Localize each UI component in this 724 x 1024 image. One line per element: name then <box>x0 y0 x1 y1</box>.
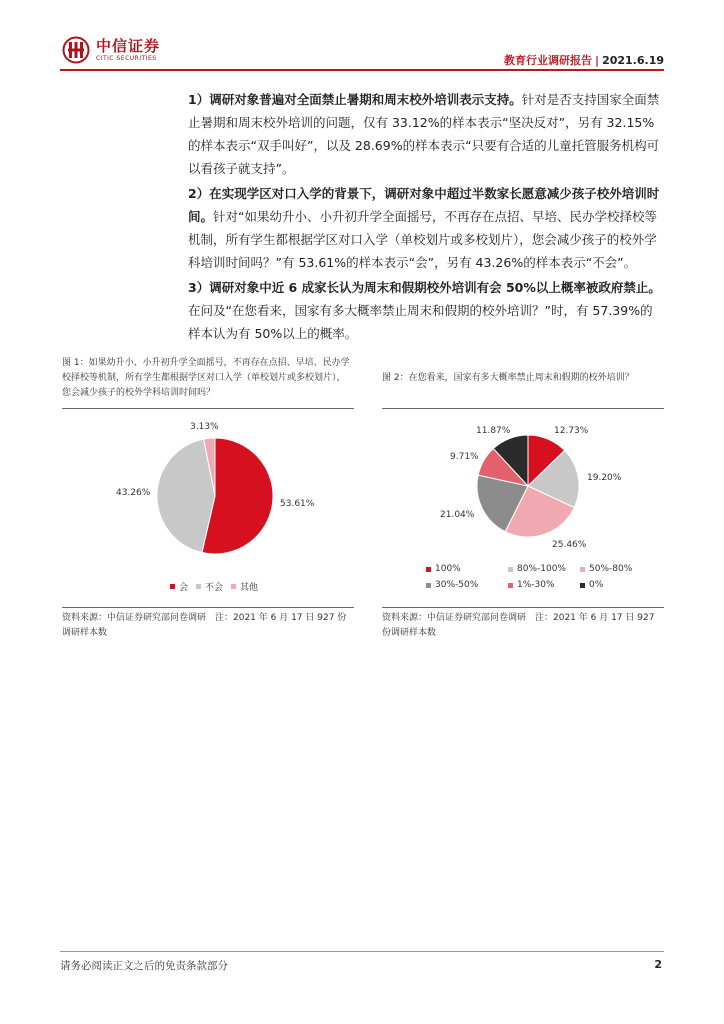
legend-label: 100% <box>435 564 461 574</box>
legend-swatch <box>508 567 513 572</box>
paragraph-2-lead: 2）在实现学区对口入学的背景下，调研对象中超过半数家长愿意减少孩子校外培训时间。 <box>188 186 660 224</box>
report-date: 2021.6.19 <box>602 54 664 67</box>
pie2-label-100pct: 12.73% <box>554 426 589 436</box>
citic-logo-icon <box>62 36 90 64</box>
pie2-label-50-80pct: 25.46% <box>552 540 587 550</box>
figure-1-top-rule <box>62 408 354 409</box>
paragraph-2-text: 针对“如果幼升小、小升初升学全面摇号，不再存在点招、早培、民办学校择校等机制，所有学生都根据学区对口入学（单校划片或多校划片），您会减少孩子的校外学科培训时间吗？”有 53.61%的样本表示“会”，另有 43.26%的样本表示“不会”。 <box>188 209 657 270</box>
legend-label: 不会 <box>205 583 224 593</box>
report-tag <box>504 52 664 68</box>
legend-item-other <box>231 580 258 593</box>
legend-item-100 <box>426 564 508 574</box>
figure-2-chart <box>382 410 664 600</box>
legend-swatch <box>231 584 236 589</box>
paragraph-3-lead: 3）调研对象中近 6 成家长认为周末和假期校外培训有会 50%以上概率被政府禁止。 <box>188 280 661 295</box>
figure-2-source: 资料来源：中信证券研究部问卷调研 注：2021 年 6 月 17 日 927 份调研样本数 <box>382 613 655 638</box>
legend-label: 80%-100% <box>517 564 566 574</box>
figure-2-bottom-rule <box>382 607 664 608</box>
paragraph-1 <box>188 88 664 180</box>
pie2-label-1-30pct: 9.71% <box>450 452 479 462</box>
legend-label: 会 <box>179 583 189 593</box>
legend-label: 其他 <box>240 583 259 593</box>
figure-2-legend <box>426 564 656 590</box>
figure-1-legend <box>170 580 258 593</box>
paragraph-3-text: 在问及“在您看来，国家有多大概率禁止周末和假期的校外培训？”时，有 57.39%的样本认为有 50%以上的概率。 <box>188 303 653 341</box>
company-logo <box>62 36 160 64</box>
logo-chinese-name: 中信证券 <box>96 36 161 55</box>
legend-label: 30%-50% <box>435 580 479 590</box>
legend-item-50-80 <box>580 564 632 574</box>
legend-swatch <box>426 567 431 572</box>
figure-1-source: 资料来源：中信证券研究部问卷调研 注：2021 年 6 月 17 日 927 份调研样本数 <box>62 613 347 638</box>
figure-1-caption: 图 1：如果幼升小、小升初升学全面摇号，不再存在点招、早培、民办学校择校等机制，所有学生都根据学区对口入学（单校划片或多校划片），您会减少孩子的校外学科培训时间吗？ <box>62 358 350 398</box>
pie1-label-yes: 53.61% <box>280 499 315 509</box>
legend-swatch <box>580 567 585 572</box>
legend-item-0 <box>580 580 603 590</box>
header-divider <box>60 69 664 71</box>
pie2-label-30-50pct: 21.04% <box>440 510 475 520</box>
legend-item-80-100 <box>508 564 580 574</box>
legend-swatch <box>426 583 431 588</box>
paragraph-1-lead: 1）调研对象普遍对全面禁止暑期和周末校外培训表示支持。 <box>188 92 522 107</box>
legend-swatch <box>196 584 201 589</box>
legend-label: 0% <box>589 580 604 590</box>
figure-1-chart <box>62 410 354 600</box>
logo-english-name: CITIC SECURITIES <box>96 54 157 62</box>
legend-item-yes <box>170 580 188 593</box>
pie1-slice-1 <box>157 439 215 552</box>
pie1-label-no: 43.26% <box>116 488 151 498</box>
legend-item-30-50 <box>426 580 508 590</box>
legend-item-1-30 <box>508 580 580 590</box>
legend-label: 1%-30% <box>517 580 555 590</box>
pie1-label-other: 3.13% <box>190 422 219 432</box>
figure-1-bottom-rule <box>62 607 354 608</box>
page-number: 2 <box>654 958 662 971</box>
pie2-label-80-100pct: 19.20% <box>587 473 622 483</box>
legend-swatch <box>580 583 585 588</box>
paragraph-3 <box>188 276 664 345</box>
legend-swatch <box>170 584 175 589</box>
legend-label: 50%-80% <box>589 564 633 574</box>
figure-2-caption: 图 2：在您看来，国家有多大概率禁止周末和假期的校外培训？ <box>382 373 634 383</box>
report-type: 教育行业调研报告 <box>504 54 593 67</box>
footer-disclaimer: 请务必阅读正文之后的免责条款部分 <box>60 960 228 972</box>
legend-item-no <box>196 580 223 593</box>
footer-divider <box>60 951 664 952</box>
figure-2-top-rule <box>382 408 664 409</box>
legend-swatch <box>508 583 513 588</box>
paragraph-2 <box>188 182 664 274</box>
separator: | <box>595 54 600 67</box>
paragraph-1-text: 针对是否支持国家全面禁止暑期和周末校外培训的问题，仅有 33.12%的样本表示“坚决反对”，另有 32.15%的样本表示“双手叫好”，以及 28.69%的样本表示“只要有合适的儿童托管服务机构可以看孩子就支持”。 <box>188 92 660 176</box>
pie2-label-0pct: 11.87% <box>476 426 511 436</box>
